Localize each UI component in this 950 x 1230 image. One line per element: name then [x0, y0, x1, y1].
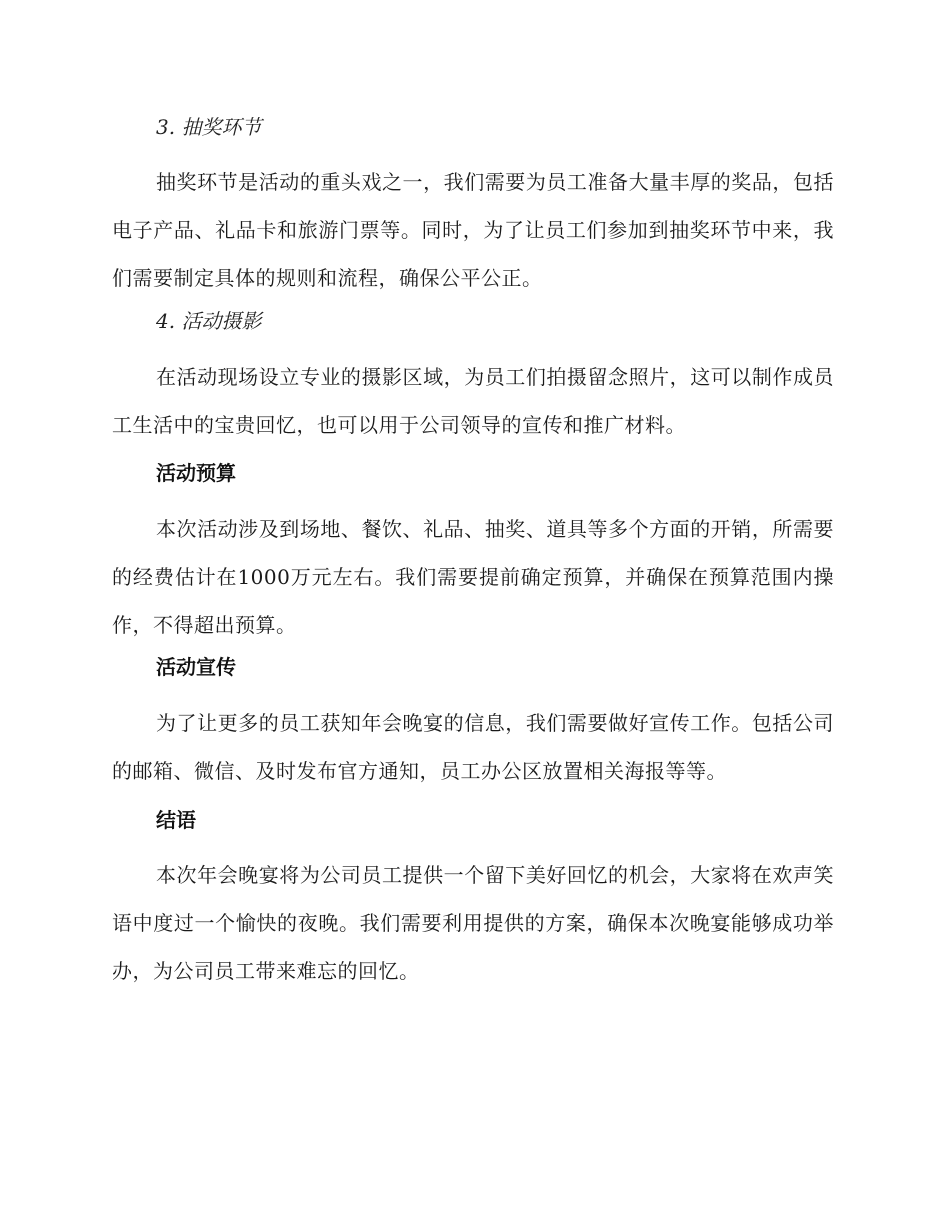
lottery-paragraph: 抽奖环节是活动的重头戏之一，我们需要为员工准备大量丰厚的奖品，包括电子产品、礼品卡和旅游门票等。同时，为了让员工们参加到抽奖环节中来，我们需要制定具体的规则和流程，确保公平公正。	[112, 170, 834, 290]
conclusion-heading: 结语	[156, 808, 196, 832]
promotion-heading: 活动宣传	[156, 655, 236, 679]
promotion-paragraph: 为了让更多的员工获知年会晚宴的信息，我们需要做好宣传工作。包括公司的邮箱、微信、及时发布官方通知，员工办公区放置相关海报等等。	[112, 711, 834, 783]
budget-paragraph: 本次活动涉及到场地、餐饮、礼品、抽奖、道具等多个方面的开销，所需要的经费估计在1000万元左右。我们需要提前确定预算，并确保在预算范围内操作，不得超出预算。	[112, 517, 834, 637]
lottery-subheading: 3. 抽奖环节	[156, 115, 262, 139]
photography-paragraph: 在活动现场设立专业的摄影区域，为员工们拍摄留念照片，这可以制作成员工生活中的宝贵回忆，也可以用于公司领导的宣传和推广材料。	[112, 365, 834, 437]
photography-subheading: 4. 活动摄影	[156, 309, 262, 333]
conclusion-paragraph: 本次年会晚宴将为公司员工提供一个留下美好回忆的机会，大家将在欢声笑语中度过一个愉快的夜晚。我们需要利用提供的方案，确保本次晚宴能够成功举办，为公司员工带来难忘的回忆。	[112, 863, 834, 983]
budget-heading: 活动预算	[156, 461, 236, 485]
